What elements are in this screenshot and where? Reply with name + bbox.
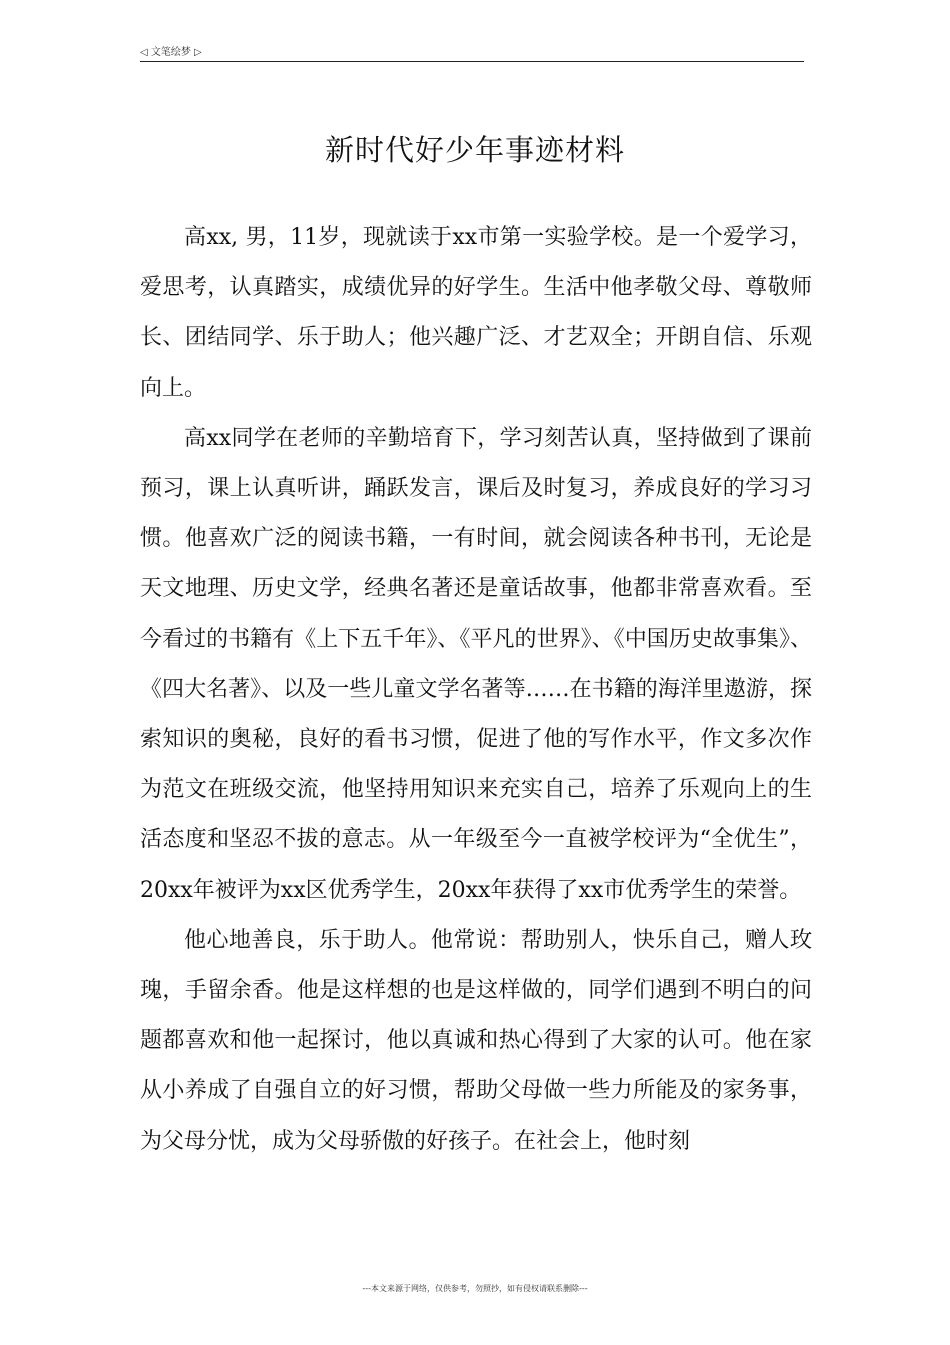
- document-title: 新时代好少年事迹材料: [324, 133, 625, 167]
- header-divider: [140, 61, 804, 62]
- document-body: [140, 213, 812, 1167]
- footer-disclaimer: ---本文来源于网络，仅供参考，勿照抄，如有侵权请联系删除---: [362, 1284, 588, 1293]
- paragraph-3: 他心地善良，乐于助人。他常说：帮助别人，快乐自己，赠人玫瑰，手留余香。他是这样想的也是这样做的，同学们遇到不明白的问题都喜欢和他一起探讨，他以真诚和热心得到了大家的认可。他在家从小养成了自强自立的好习惯，帮助父母做一些力所能及的家务事，为父母分忧，成为父母骄傲的好孩子。在社会上，他时刻: [140, 927, 812, 1154]
- paragraph-2: 高xx同学在老师的辛勤培育下，学习刻苦认真，坚持做到了课前预习，课上认真听讲，踊跃发言，课后及时复习，养成良好的学习习惯。他喜欢广泛的阅读书籍，一有时间，就会阅读各种书刊，无论是天文地理、历史文学，经典名著还是童话故事，他都非常喜欢看。至今看过的书籍有《上下五千年》、《平凡的世界》、《中国历史故事集》、《四大名著》、以及一些儿童文学名著等……在书籍的海洋里遨游，探索知识的奥秘，良好的看书习惯，促进了他的写作水平，作文多次作为范文在班级交流，他坚持用知识来充实自己，培养了乐观向上的生活态度和坚忍不拔的意志。从一年级至今一直被学校评为“全优生”，20xx年被评为xx区优秀学生，20xx年获得了xx市优秀学生的荣誉。: [140, 425, 812, 903]
- header-label: ◁ 文笔绘梦 ▷: [140, 47, 202, 58]
- paragraph-1: 高xx, 男，11岁，现就读于xx市第一实验学校。是一个爱学习，爱思考，认真踏实，成绩优异的好学生。生活中他孝敬父母、尊敬师长、团结同学、乐于助人；他兴趣广泛、才艺双全；开朗自信、乐观向上。: [140, 225, 812, 401]
